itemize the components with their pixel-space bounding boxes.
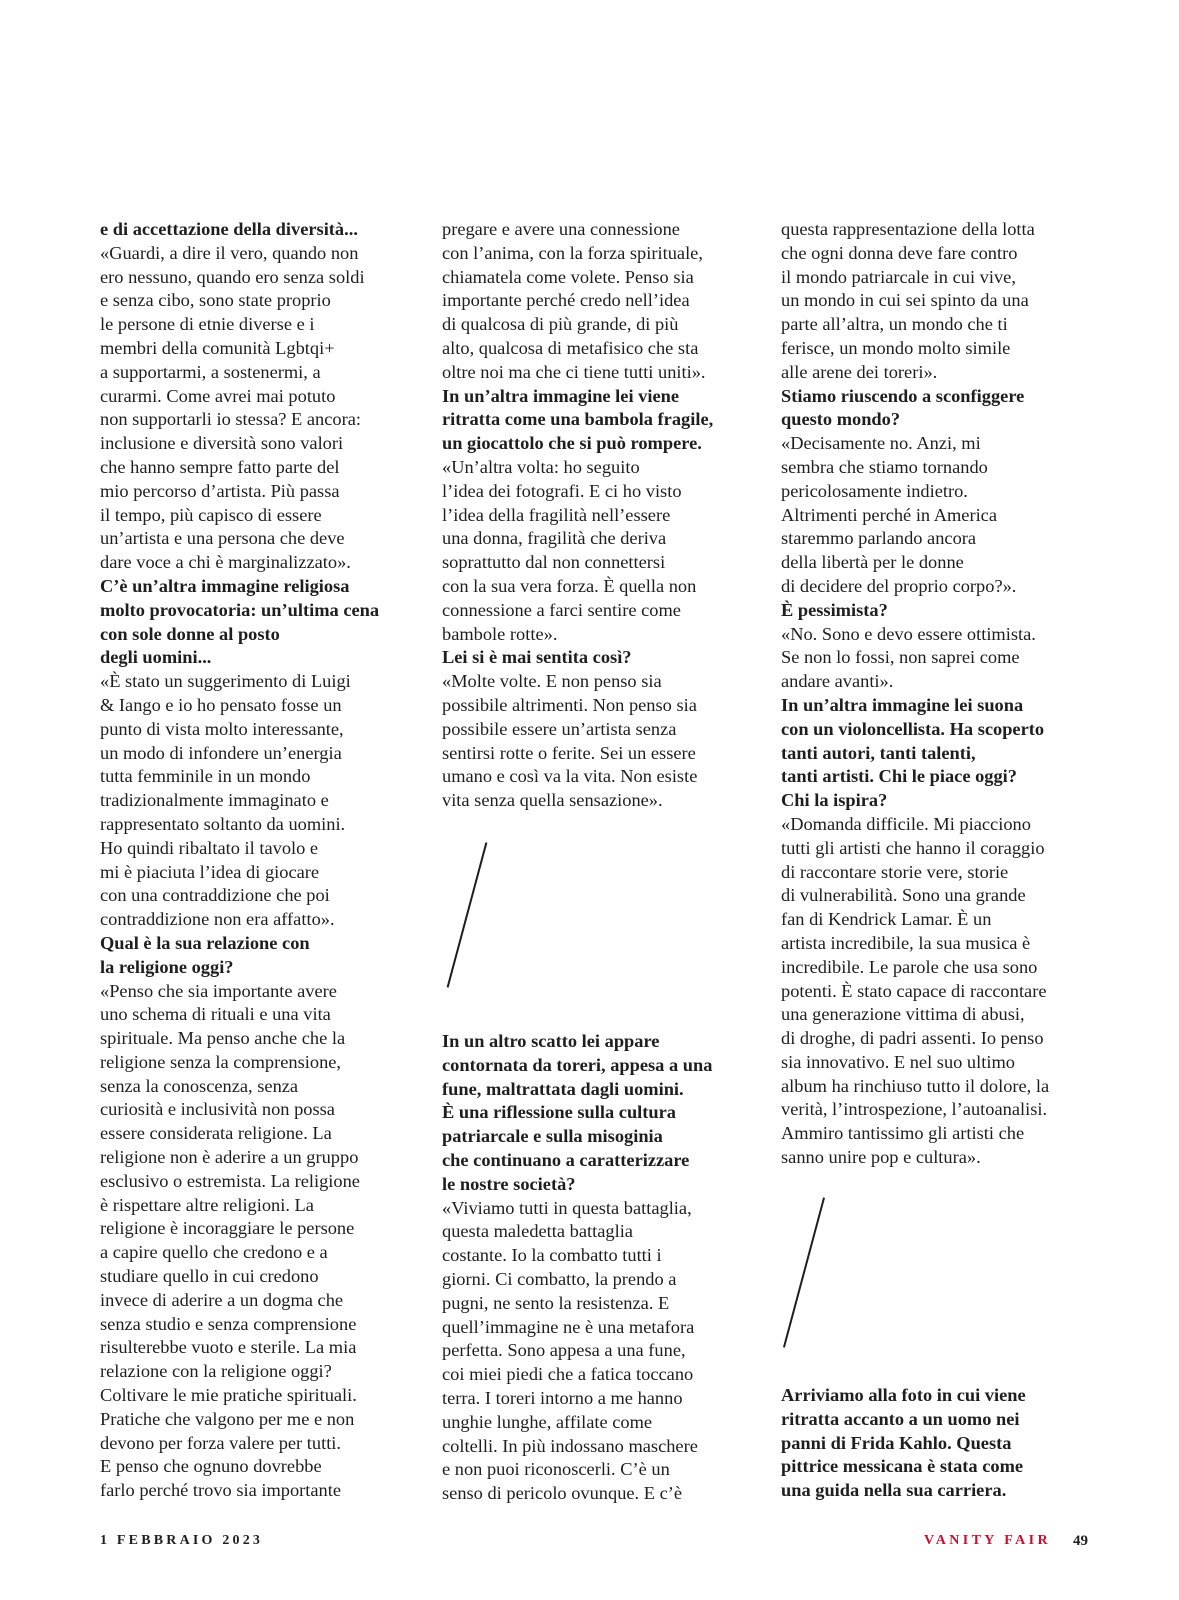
text-line: un’artista e una persona che deve — [100, 528, 345, 549]
text-line: spirituale. Ma penso anche che la — [100, 1028, 346, 1049]
text-line: inclusione e diversità sono valori — [100, 433, 344, 454]
text-line: coltelli. In più indossano maschere — [442, 1435, 698, 1456]
article-column-3-lower — [781, 1384, 1099, 1503]
text-line: ferisce, un mondo molto simile — [781, 337, 1011, 358]
question-line: tanti artisti. Chi le piace oggi? — [781, 766, 1017, 787]
article-column-3 — [781, 218, 1099, 1170]
text-line: e senza cibo, sono state proprio — [100, 290, 331, 311]
text-line: fan di Kendrick Lamar. È un — [781, 909, 992, 930]
question-line: C’è un’altra immagine religiosa — [100, 575, 350, 596]
text-line: «Penso che sia importante avere — [100, 980, 337, 1001]
text-line: Ho quindi ribaltato il tavolo e — [100, 837, 319, 858]
question-line: Chi la ispira? — [781, 790, 888, 811]
text-line: questa rappresentazione della lotta — [781, 219, 1035, 239]
text-line: religione non è aderire a un gruppo — [100, 1147, 359, 1168]
text-line: che ogni donna deve fare contro — [781, 242, 1018, 263]
text-line: connessione a farci sentire come — [442, 599, 681, 620]
text-line: di vulnerabilità. Sono una grande — [781, 885, 1026, 906]
text-line: dare voce a chi è marginalizzato». — [100, 552, 351, 573]
question-line: È una riflessione sulla cultura — [442, 1102, 676, 1123]
question-line: fune, maltrattata dagli uomini. — [442, 1078, 684, 1099]
text-line: tutti gli artisti che hanno il coraggio — [781, 837, 1045, 858]
question-line: che continuano a caratterizzare — [442, 1149, 690, 1170]
question-line: pittrice messicana è stata come — [781, 1456, 1024, 1477]
text-line: tutta femminile in un mondo — [100, 766, 311, 787]
text-line: devono per forza valere per tutti. — [100, 1432, 342, 1453]
text-line: Se non lo fossi, non saprei come — [781, 647, 1020, 668]
text-line: verità, l’introspezione, l’autoanalisi. — [781, 1099, 1048, 1120]
text-line: costante. Io la combatto tutti i — [442, 1245, 662, 1266]
text-line: il mondo patriarcale in cui vive, — [781, 266, 1016, 287]
text-line: membri della comunità Lgbtqi+ — [100, 337, 335, 358]
text-line: possibile essere un’artista senza — [442, 718, 677, 739]
text-line: «Viviamo tutti in questa battaglia, — [442, 1197, 692, 1218]
article-column-2-lower — [442, 1030, 760, 1506]
article-column-1 — [100, 218, 418, 1503]
text-line: importante perché credo nell’idea — [442, 290, 690, 311]
text-line: religione è incoraggiare le persone — [100, 1218, 355, 1239]
text-line: giorni. Ci combatto, la prendo a — [442, 1268, 677, 1289]
text-line: oltre noi ma che ci tiene tutti uniti». — [442, 361, 706, 382]
text-line: di decidere del proprio corpo?». — [781, 575, 1017, 596]
text-line: sembra che stiamo tornando — [781, 456, 988, 477]
text-line: studiare quello in cui credono — [100, 1266, 319, 1287]
text-line: pericolosamente indietro. — [781, 480, 968, 501]
text-line: relazione con la religione oggi? — [100, 1361, 332, 1382]
question-line: tanti autori, tanti talenti, — [781, 742, 976, 763]
text-line: una donna, fragilità che deriva — [442, 528, 667, 549]
text-line: l’idea dei fotografi. E ci ho visto — [442, 480, 682, 501]
text-line: unghie lunghe, affilate come — [442, 1411, 653, 1432]
text-line: «Decisamente no. Anzi, mi — [781, 433, 981, 454]
text-line: di droghe, di padri assenti. Io penso — [781, 1028, 1044, 1049]
text-line: sanno unire pop e cultura». — [781, 1147, 981, 1168]
text-line: uno schema di rituali e una vita — [100, 1004, 331, 1025]
text-line: «Domanda difficile. Mi piacciono — [781, 813, 1031, 834]
text-line: soprattutto dal non connettersi — [442, 552, 666, 573]
text-line: alto, qualcosa di metafisico che sta — [442, 337, 699, 358]
text-line: Ammiro tantissimo gli artisti che — [781, 1123, 1025, 1144]
text-line: una generazione vittima di abusi, — [781, 1004, 1025, 1025]
question-line: le nostre società? — [442, 1173, 576, 1194]
question-line: Lei si è mai sentita così? — [442, 647, 632, 668]
question-line: ritratta come una bambola fragile, — [442, 409, 714, 430]
text-line: non supportarli io stessa? E ancora: — [100, 409, 361, 430]
text-line: staremmo parlando ancora — [781, 528, 977, 549]
text-line: mio percorso d’artista. Più passa — [100, 480, 340, 501]
text-line: sia innovativo. E nel suo ultimo — [781, 1051, 1015, 1072]
magazine-brand: VANITY FAIR — [924, 1533, 1051, 1548]
text-line: album ha rinchiuso tutto il dolore, la — [781, 1075, 1050, 1096]
text-line: & Iango e io ho pensato fosse un — [100, 694, 342, 715]
text-line: coi miei piedi che a fatica toccano — [442, 1364, 694, 1385]
text-line: pregare e avere una connessione — [442, 219, 680, 239]
text-line: di qualcosa di più grande, di più — [442, 314, 679, 335]
text-line: della libertà per le donne — [781, 552, 964, 573]
text-line: esclusivo o estremista. La religione — [100, 1170, 360, 1191]
text-line: il tempo, più capisco di essere — [100, 504, 322, 525]
text-line: pugni, ne sento la resistenza. E — [442, 1292, 670, 1313]
text-line: umano e così va la vita. Non esiste — [442, 766, 698, 787]
text-line: che hanno sempre fatto parte del — [100, 456, 340, 477]
text-line: questa maledetta battaglia — [442, 1221, 633, 1242]
question-line: con un violoncellista. Ha scoperto — [781, 718, 1045, 739]
text-line: religione senza la comprensione, — [100, 1051, 342, 1072]
text-line: mi è piaciuta l’idea di giocare — [100, 861, 320, 882]
text-line: potenti. È stato capace di raccontare — [781, 980, 1047, 1001]
text-line: ero nessuno, quando ero senza soldi — [100, 266, 365, 287]
question-line: contornata da toreri, appesa a una — [442, 1054, 713, 1075]
issue-date: 1 FEBBRAIO 2023 — [100, 1533, 264, 1548]
text-line: parte all’altra, un mondo che ti — [781, 314, 1008, 335]
text-line: «Guardi, a dire il vero, quando non — [100, 242, 359, 263]
text-line: curiosità e inclusività non possa — [100, 1099, 335, 1120]
text-line: con la sua vera forza. È quella non — [442, 575, 697, 596]
text-line: invece di aderire a un dogma che — [100, 1289, 344, 1310]
text-line: Coltivare le mie pratiche spirituali. — [100, 1385, 357, 1406]
text-line: senso di pericolo ovunque. E c’è — [442, 1483, 683, 1504]
text-line: l’idea della fragilità nell’essere — [442, 504, 671, 525]
text-line: a supportarmi, a sostenermi, a — [100, 361, 321, 382]
text-line: incredibile. Le parole che usa sono — [781, 956, 1038, 977]
text-line: è rispettare altre religioni. La — [100, 1194, 314, 1215]
text-line: quell’immagine ne è una metafora — [442, 1316, 695, 1337]
text-line: Pratiche che valgono per me e non — [100, 1408, 355, 1429]
slash-divider — [447, 842, 488, 987]
text-line: senza studio e senza comprensione — [100, 1313, 357, 1334]
question-line: la religione oggi? — [100, 956, 234, 977]
page-number: 49 — [1073, 1533, 1088, 1549]
text-line: di raccontare storie vere, storie — [781, 861, 1009, 882]
text-line: artista incredibile, la sua musica è — [781, 932, 1031, 953]
text-line: «Un’altra volta: ho seguito — [442, 456, 640, 477]
text-line: con l’anima, con la forza spirituale, — [442, 242, 703, 263]
question-line: In un’altra immagine lei viene — [442, 385, 680, 406]
text-line: e non puoi riconoscerli. C’è un — [442, 1459, 670, 1480]
text-line: alle arene dei toreri». — [781, 361, 938, 382]
text-line: terra. I toreri intorno a me hanno — [442, 1387, 683, 1408]
text-line: Altrimenti perché in America — [781, 504, 998, 525]
text-line: perfetta. Sono appesa a una fune, — [442, 1340, 686, 1361]
text-line: tradizionalmente immaginato e — [100, 790, 329, 811]
text-line: curarmi. Come avrei mai potuto — [100, 385, 336, 406]
text-line: «Molte volte. E non penso sia — [442, 671, 662, 692]
question-line: una guida nella sua carriera. — [781, 1480, 1007, 1501]
text-line: risulterebbe vuoto e sterile. La mia — [100, 1337, 357, 1358]
text-line: «È stato un suggerimento di Luigi — [100, 671, 351, 692]
text-line: sentirsi rotte o ferite. Sei un essere — [442, 742, 696, 763]
text-line: contraddizione non era affatto». — [100, 909, 335, 930]
question-line: È pessimista? — [781, 599, 888, 620]
question-line: In un altro scatto lei appare — [442, 1031, 660, 1051]
text-line: chiamatela come volete. Penso sia — [442, 266, 694, 287]
text-line: andare avanti». — [781, 671, 894, 692]
question-line: patriarcale e sulla misoginia — [442, 1126, 663, 1147]
text-line: un modo di infondere un’energia — [100, 742, 342, 763]
question-line: Qual è la sua relazione con — [100, 932, 310, 953]
question-line: un giocattolo che si può rompere. — [442, 433, 702, 454]
text-line: rappresentato soltanto da uomini. — [100, 813, 346, 834]
slash-divider — [783, 1197, 825, 1347]
text-line: un mondo in cui sei spinto da una — [781, 290, 1029, 311]
text-line: vita senza quella sensazione». — [442, 790, 663, 811]
text-line: punto di vista molto interessante, — [100, 718, 344, 739]
question-line: ritratta accanto a un uomo nei — [781, 1408, 1020, 1429]
article-column-2 — [442, 218, 760, 813]
text-line: farlo perché trovo sia importante — [100, 1480, 342, 1501]
question-line: questo mondo? — [781, 409, 901, 430]
text-line: possibile altrimenti. Non penso sia — [442, 694, 697, 715]
text-line: con una contraddizione che poi — [100, 885, 330, 906]
question-line: con sole donne al posto — [100, 623, 280, 644]
question-line: molto provocatoria: un’ultima cena — [100, 599, 380, 620]
text-line: senza la conoscenza, senza — [100, 1075, 299, 1096]
text-line: le persone di etnie diverse e i — [100, 314, 315, 335]
text-line: bambole rotte». — [442, 623, 558, 644]
text-line: «No. Sono e devo essere ottimista. — [781, 623, 1036, 644]
question-line: degli uomini... — [100, 647, 212, 668]
text-line: a capire quello che credono e a — [100, 1242, 328, 1263]
text-line: essere considerata religione. La — [100, 1123, 332, 1144]
question-line: Stiamo riuscendo a sconfiggere — [781, 385, 1025, 406]
question-line: In un’altra immagine lei suona — [781, 694, 1024, 715]
question-line: e di accettazione della diversità... — [100, 219, 358, 239]
question-line: Arriviamo alla foto in cui viene — [781, 1385, 1026, 1405]
text-line: E penso che ognuno dovrebbe — [100, 1456, 322, 1477]
question-line: panni di Frida Kahlo. Questa — [781, 1432, 1012, 1453]
